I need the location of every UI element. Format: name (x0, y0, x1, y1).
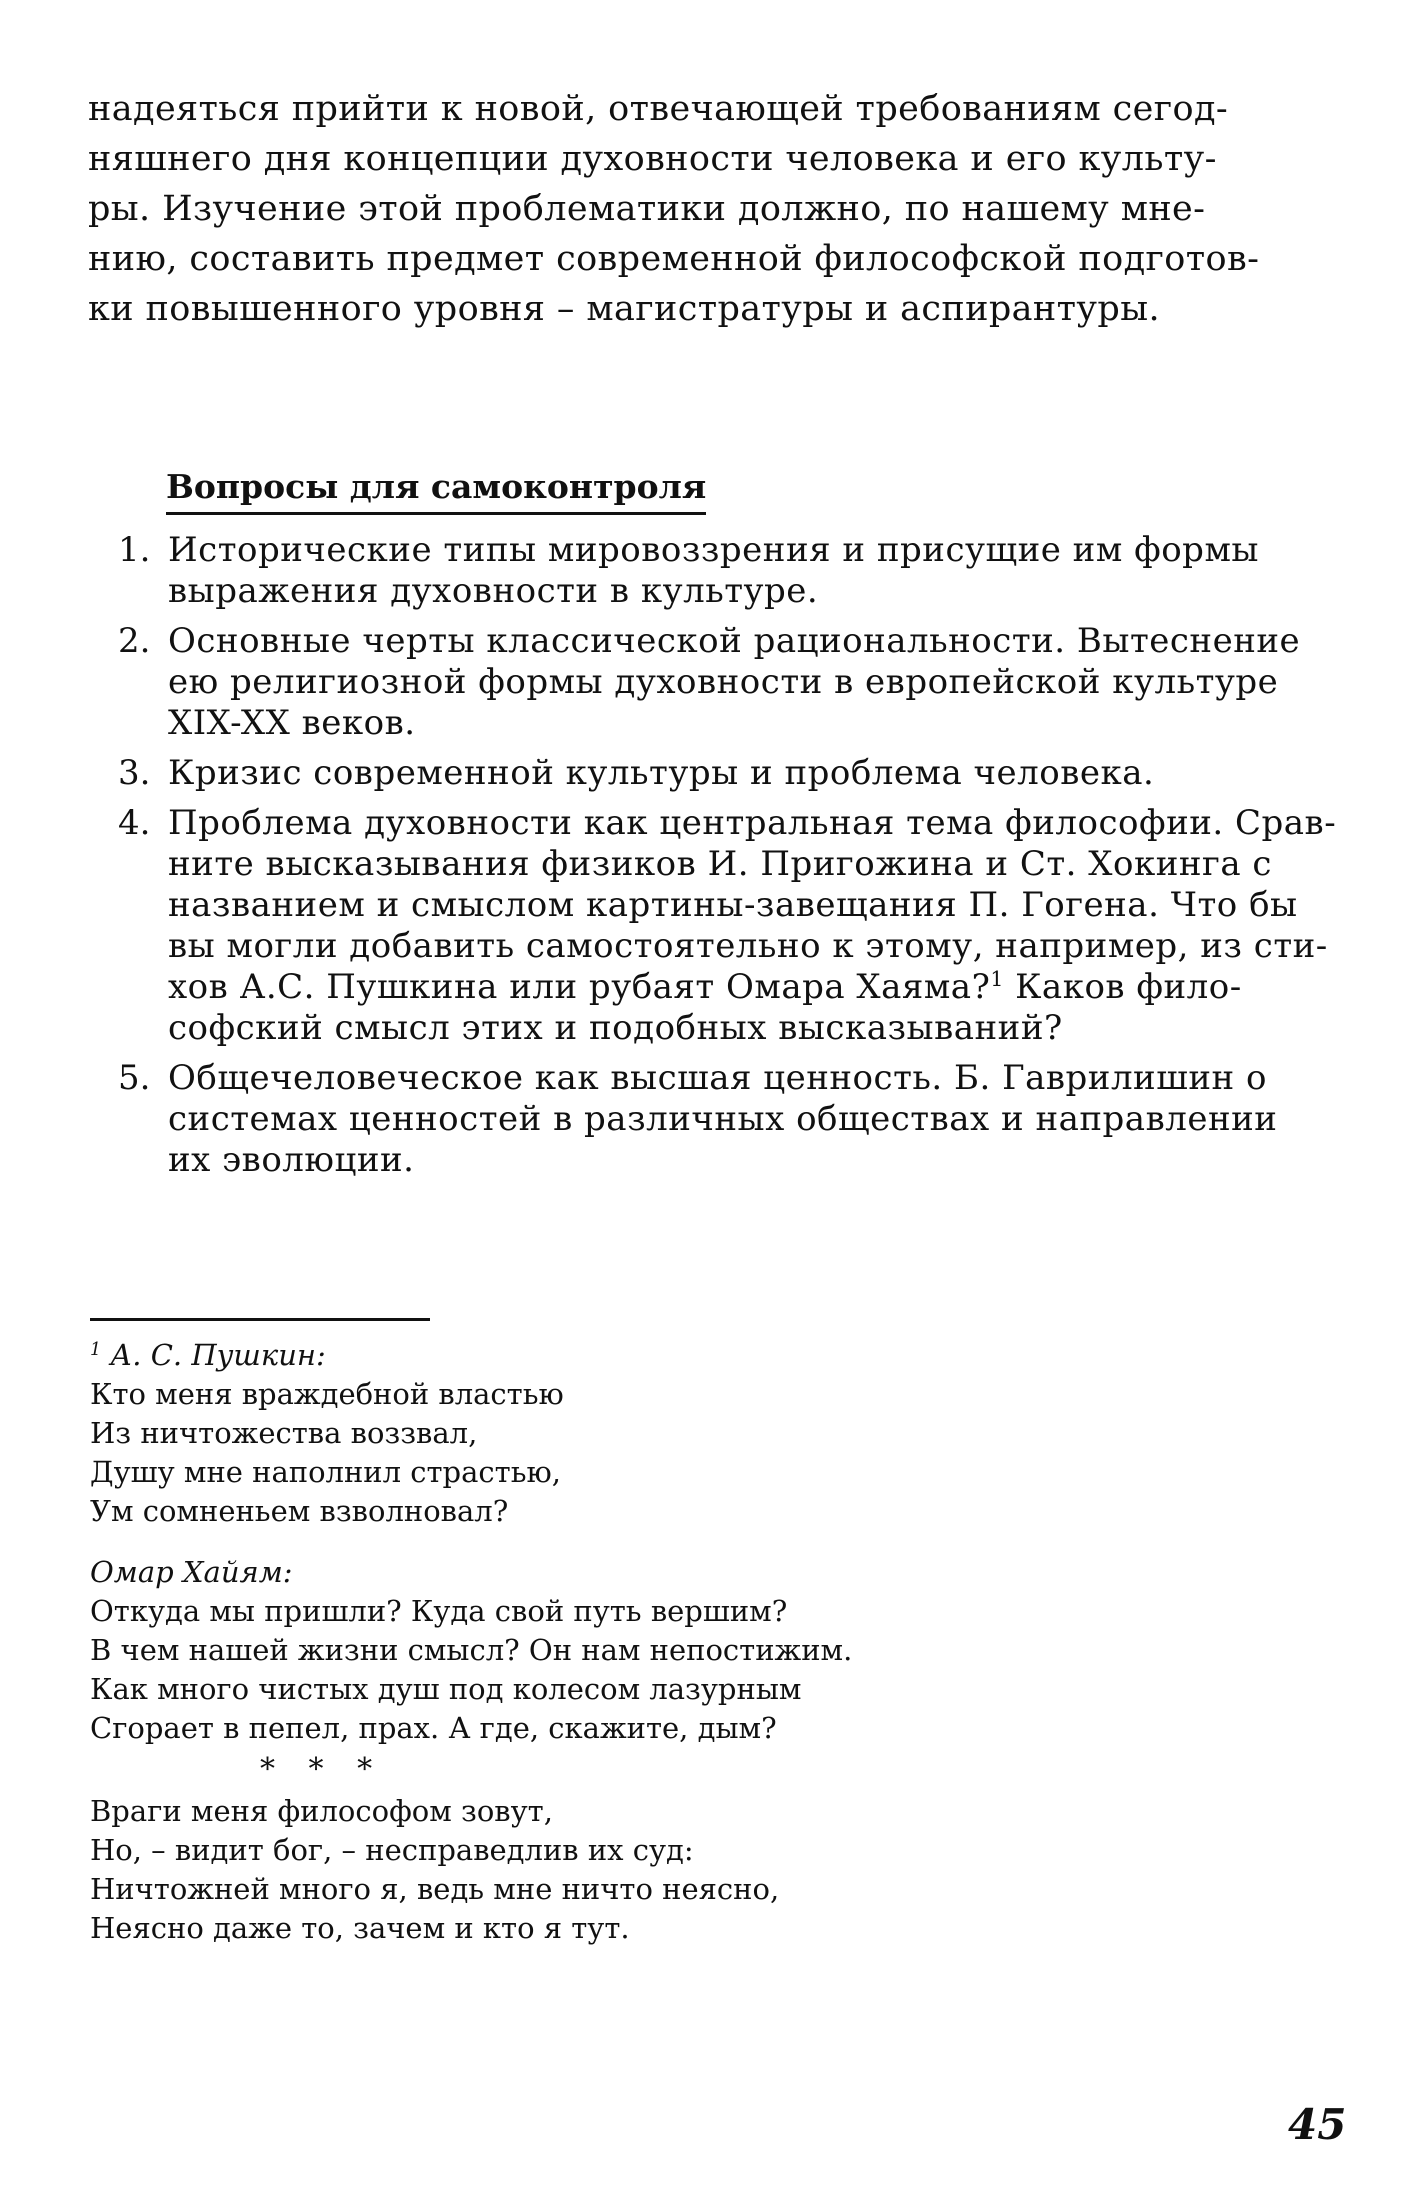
intro-line: надеяться прийти к новой, отвечающей требованиям сегод- (88, 89, 1229, 129)
question-line: ею религиозной формы духовности в европейской культуре (168, 662, 1279, 702)
poem-line: Сгорает в пепел, прах. А где, скажите, дым? (90, 1711, 777, 1745)
intro-paragraph (88, 84, 1328, 334)
footnote-divider (90, 1318, 430, 1321)
spacer (90, 1531, 1290, 1553)
question-text (168, 621, 1333, 744)
poem-line: Ум сомненьем взволновал? (90, 1494, 509, 1528)
question-line: софский смысл этих и подобных высказываний? (168, 1008, 1063, 1048)
question-line: Основные черты классической рациональности. Вытеснение (168, 621, 1301, 661)
question-line: ните высказывания физиков И. Пригожина и Ст. Хокинга с (168, 844, 1272, 884)
question-line: Кризис современной культуры и проблема человека. (168, 753, 1155, 793)
intro-line: няшнего дня концепции духовности человека и его культу- (88, 139, 1217, 179)
poem-line: Ничтожней много я, ведь мне ничто неясно, (90, 1872, 780, 1906)
question-item (118, 1058, 1333, 1181)
footnotes (90, 1336, 1290, 1948)
poem-line: В чем нашей жизни смысл? Он нам непостижим. (90, 1633, 853, 1667)
question-line: вы могли добавить самостоятельно к этому, например, из сти- (168, 926, 1328, 966)
question-item (118, 753, 1333, 794)
section-title: Вопросы для самоконтроля (166, 464, 706, 515)
question-item (118, 530, 1333, 612)
question-text (168, 753, 1333, 794)
intro-line: ки повышенного уровня – магистратуры и аспирантуры. (88, 289, 1160, 329)
poem-line: Неясно даже то, зачем и кто я тут. (90, 1911, 630, 1945)
question-line-tail: Каков фило- (1003, 967, 1242, 1007)
question-text (168, 530, 1333, 612)
question-number: 2. (118, 621, 151, 661)
question-line: XIX-XX веков. (168, 703, 416, 743)
author-name: А. С. Пушкин: (110, 1338, 326, 1372)
question-line: системах ценностей в различных обществах и направлении (168, 1099, 1278, 1139)
question-line: их эволюции. (168, 1140, 415, 1180)
intro-line: нию, составить предмет современной философской подготов- (88, 239, 1260, 279)
question-text (168, 1058, 1333, 1181)
poem-line: Кто меня враждебной властью (90, 1377, 564, 1411)
stanza-separator: * * * (260, 1752, 385, 1787)
poem-line: Душу мне наполнил страстью, (90, 1455, 561, 1489)
question-line: выражения духовности в культуре. (168, 571, 819, 611)
question-line: Проблема духовности как центральная тема философии. Срав- (168, 803, 1337, 843)
question-number: 5. (118, 1058, 151, 1098)
question-line: Общечеловеческое как высшая ценность. Б. Гаврилишин о (168, 1058, 1267, 1098)
question-line (168, 967, 1333, 1008)
footnote-marker[interactable]: 1 (990, 966, 1004, 991)
footnote-author (90, 1336, 1290, 1375)
poem-line: Но, – видит бог, – несправедлив их суд: (90, 1833, 694, 1867)
question-number: 4. (118, 803, 151, 843)
footnote-author: Омар Хайям: (90, 1555, 293, 1589)
poem-line: Из ничтожества воззвал, (90, 1416, 478, 1450)
questions-list (118, 530, 1337, 1190)
page-number: 45 (1288, 2100, 1347, 2149)
poem-line: Откуда мы пришли? Куда свой путь вершим? (90, 1594, 788, 1628)
question-item (118, 621, 1333, 744)
poem-line: Как много чистых душ под колесом лазурным (90, 1672, 802, 1706)
intro-line: ры. Изучение этой проблематики должно, по нашему мне- (88, 189, 1206, 229)
question-text (168, 803, 1337, 1049)
footnote-number: 1 (90, 1339, 102, 1360)
question-line: Исторические типы мировоззрения и присущие им формы (168, 530, 1259, 570)
question-line: названием и смыслом картины-завещания П. Гогена. Что бы (168, 885, 1298, 925)
question-line-text: хов А.С. Пушкина или рубаят Омара Хаяма? (168, 967, 991, 1007)
question-item (118, 803, 1337, 1049)
question-number: 3. (118, 753, 151, 793)
poem-line: Враги меня философом зовут, (90, 1794, 553, 1828)
question-number: 1. (118, 530, 151, 570)
